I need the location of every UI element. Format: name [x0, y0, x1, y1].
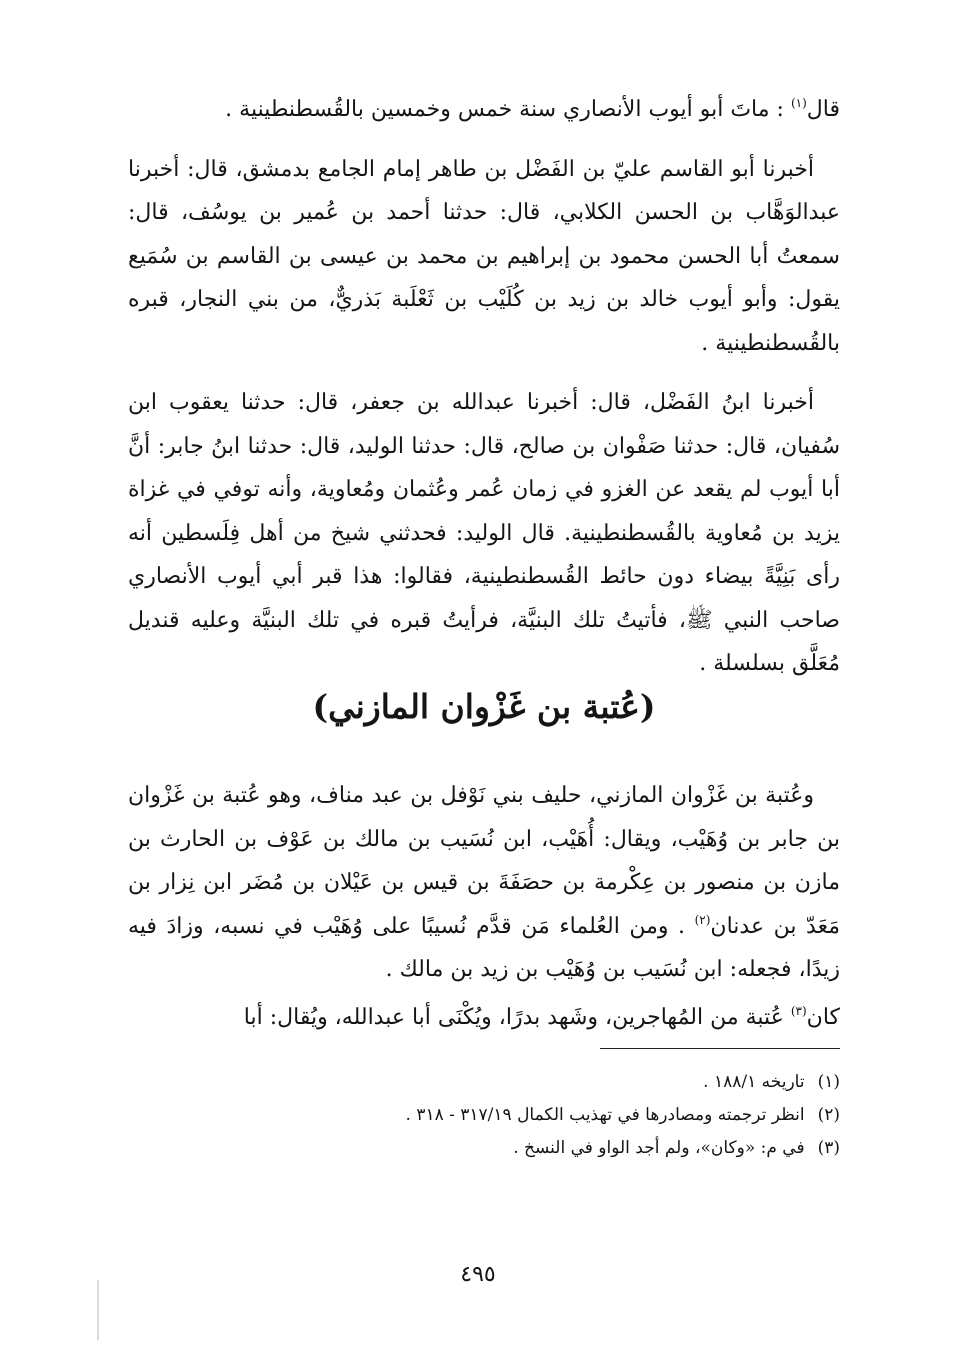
paragraph-4-text-before-ref: وعُتبة بن غَزْوان المازني، حليف بني نَوْفل بن عبد مناف، وهو عُتبة بن غَزْوان بن جابر بن وُهَيْب، ويقال: أُهَيْب، ابن نُسَيب بن مالك بن عَوْف بن الحارث بن مازن بن منصور بن عِكْرمة بن حصَفَةَ بن قيس بن عَيْلان بن مُضَر ابن نِزار بن مَعَدّ بن عدنان [128, 783, 840, 939]
top-text-block [128, 88, 840, 686]
paragraph-5 [128, 996, 840, 1040]
paragraph-5-text: عُتبة من المُهاجرين، وشَهد بدرًا، ويُكْنَى أبا عبدالله، ويُقال: أبا [243, 1004, 791, 1030]
paragraph-4-text-after-ref: . ومن العُلماء مَن قدَّم نُسيبًا على وُهَيْب في نسبه، وزادَ فيه زيدًا، فجعله: ابن نُسَيب بن وُهَيْب بن زيد بن مالك . [128, 913, 840, 982]
footnotes [300, 1066, 840, 1165]
footnote-1 [300, 1066, 840, 1099]
footnote-1-number: (١) [817, 1072, 840, 1092]
footnote-2-text: انظر ترجمته ومصادرها في تهذيب الكمال ٣١٧/١٩ - ٣١٨ . [405, 1105, 805, 1125]
paragraph-1 [128, 88, 840, 132]
paragraph-3: أخبرنا ابنُ الفَضْل، قال: أخبرنا عبدالله بن جعفر، قال: حدثنا يعقوب ابن سُفيان، قال: حدثنا صَفْوان بن صالح، قال: حدثنا الوليد، قال: حدثنا ابنُ جابر: أنَّ أبا أيوب لم يقعد عن الغزو في زمان عُمر وعُثمان ومُعاوية، وأنه توفي في غزاة يزيد بن مُعاوية بالقُسطنطينية. قال الوليد: فحدثني شيخ من أهل فِلَسطين أنه رأى بَنِيَّةً بيضاء دون حائط القُسطنطينية، فقالوا: هذا قبر أبي أيوب الأنصاري صاحب النبي ﷺ، فأتيتُ تلك البنيَّة، فرأيتُ قبره في تلك البنيَّة وعليه قنديل مُعَلَّق بسلسلة . [128, 390, 840, 676]
footnote-divider [600, 1048, 840, 1049]
paragraph-5-lead: كان [806, 1004, 840, 1030]
paragraph-1-lead: قال [806, 97, 840, 122]
section-heading: (عُتبة بن غَزْوان المازني) [312, 687, 656, 726]
page-number: ٤٩٥ [460, 1262, 496, 1287]
footnote-ref-2[interactable]: (٢) [694, 912, 711, 927]
footnote-3 [300, 1132, 840, 1165]
footnote-1-text: تاريخه ١٨٨/١ . [703, 1072, 805, 1092]
bottom-text-block [128, 774, 840, 1039]
paragraph-4 [128, 774, 840, 992]
footnote-2-number: (٢) [817, 1105, 840, 1125]
footnote-3-text: في م: «وكان»، ولم أجد الواو في النسخ . [513, 1138, 805, 1158]
footnote-ref-3[interactable]: (٣) [790, 1003, 807, 1018]
paragraph-2: أخبرنا أبو القاسم عليّ بن الفَضْل بن طاهر إمام الجامع بدمشق، قال: أخبرنا عبدالوَهَّاب بن الحسن الكلابي، قال: حدثنا أحمد بن عُمير بن يوسُف، قال: سمعتُ أبا الحسن محمود بن إبراهيم بن محمد بن عيسى بن القاسم بن سُمَيع يقول: وأبو أيوب خالد بن زيد بن كُلَيْب بن ثَعْلَبة بَذريٌّ، من بني النجار، قبره بالقُسطنطينية . [128, 156, 840, 356]
footnote-2 [300, 1099, 840, 1132]
footnote-ref-1[interactable]: (١) [790, 96, 807, 110]
scan-edge-mark [97, 1280, 99, 1340]
footnote-3-number: (٣) [817, 1138, 840, 1158]
paragraph-1-text: : ماتَ أبو أيوب الأنصاري سنة خمس وخمسين بالقُسطنطينية . [225, 97, 791, 122]
